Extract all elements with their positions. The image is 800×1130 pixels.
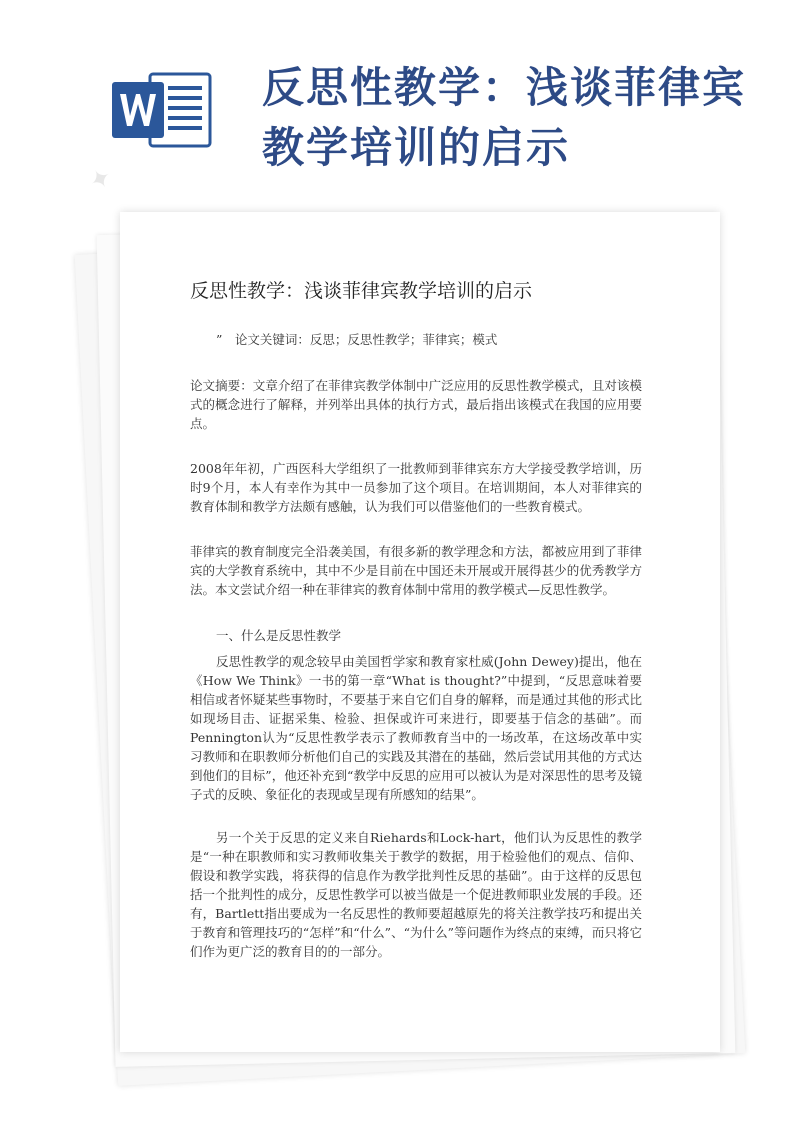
keywords-line: ” 论文关键词：反思；反思性教学；菲律宾；模式 [216, 332, 498, 347]
document-page [120, 212, 720, 1052]
watermark: ✦ [83, 161, 118, 199]
dewey-paragraph: 反思性教学的观念较早由美国哲学家和教育家杜威(John Dewey)提出，他在《How We Think》一书的第一章“What is thought?”中提到，“反思意味着要相信或者怀疑某些事物时，不要基于来自它们自身的解释，而是通过其他的形式比如现场目击、证据采集、检验、担保或许可来进行，即要基于信念的基础”。而Pennington认为“反思性教学表示了教师教育当中的一场改革，在这场改革中实习教师和在职教师分析他们自己的实践及其潜在的基础，然后尝试用其他的方式达到他们的目标”，他还补充到“教学中反思的应用可以被认为是对深思性的思考及镜子式的反映、象征化的表现或呈现有所感知的结果”。 [190, 654, 642, 802]
document-title: 反思性教学：浅谈菲律宾教学培训的启示 [190, 280, 533, 302]
intro-paragraph: 菲律宾的教育制度完全沿袭美国，有很多新的教学理念和方法，都被应用到了菲律宾的大学教育系统中，其中不少是目前在中国还未开展或开展得甚少的优秀教学方法。本文尝试介绍一种在菲律宾的教育体制中常用的教学模式—反思性教学。 [190, 544, 642, 597]
banner [0, 0, 800, 215]
banner-title: 反思性教学：浅谈菲律宾教学培训的启示 [262, 63, 747, 172]
richards-paragraph: 另一个关于反思的定义来自Riehards和Lock-hart，他们认为反思性的教学是“一种在职教师和实习教师收集关于教学的数据，用于检验他们的观点、信仰、假设和教学实践，将获得的信息作为教学批判性反思的基础”。由于这样的反思包括一个批判性的成分，反思性教学可以被当做是一个促进教师职业发展的手段。还有，Bartlett指出要成为一名反思性的教师要超越原先的将关注教学技巧和提出关于教育和管理技巧的“怎样”和“什么”、“为什么”等问题作为终点的束缚，而只将它们作为更广泛的教育目的的一部分。 [190, 830, 642, 959]
section-heading: 一、什么是反思性教学 [216, 628, 342, 643]
word-document-icon [112, 70, 212, 150]
background-paragraph: 2008年年初，广西医科大学组织了一批教师到菲律宾东方大学接受教学培训，历时9个月，本人有幸作为其中一员参加了这个项目。在培训期间，本人对菲律宾的教育体制和教学方法颇有感触，认为我们可以借鉴他们的一些教育模式。 [190, 461, 642, 514]
abstract-paragraph: 论文摘要：文章介绍了在菲律宾教学体制中广泛应用的反思性教学模式，且对该模式的概念进行了解释，并列举出具体的执行方式，最后指出该模式在我国的应用要点。 [190, 378, 642, 431]
